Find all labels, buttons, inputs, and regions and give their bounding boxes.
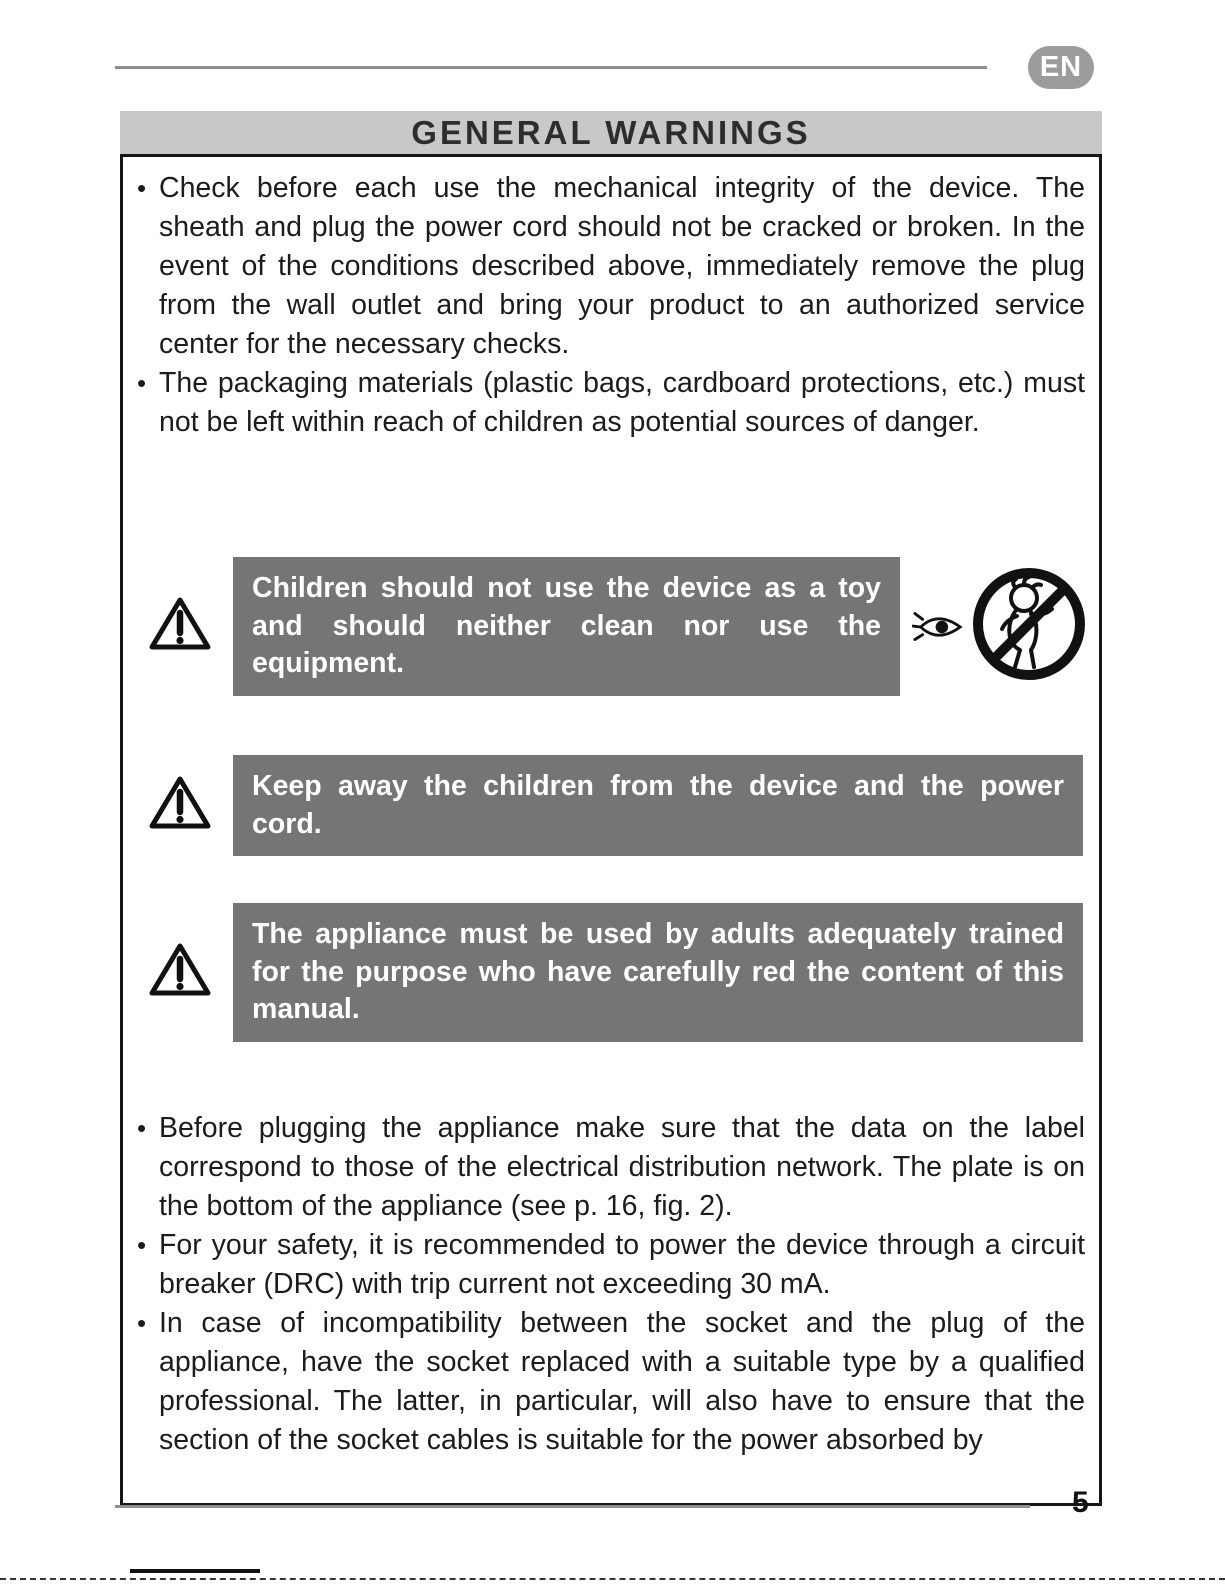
bullet-marker: •: [137, 1230, 147, 1260]
language-badge-label: EN: [1039, 51, 1083, 83]
top-bullet-list: [123, 169, 1099, 442]
bullet-text: For your safety, it is recommended to power the device through a circuit breaker (DRC) with trip current not exceeding 30 mA.: [159, 1229, 1085, 1300]
list-item: [123, 169, 1085, 364]
bullet-marker: •: [137, 173, 147, 203]
list-item: [123, 1304, 1085, 1460]
page-number: 5: [1072, 1486, 1089, 1519]
warnings-content-box: [120, 154, 1102, 1506]
warning-triangle-icon: [149, 775, 211, 836]
bullet-text: Before plugging the appliance make sure that the data on the label correspond to those of the electrical distribution network. The plate is on the bottom of the appliance (see p. 16, fig. 2).: [159, 1112, 1085, 1222]
no-children-prohibition-icon: [968, 563, 1090, 690]
bullet-marker: •: [137, 1113, 147, 1143]
bullet-marker: •: [137, 1308, 147, 1338]
bullet-marker: •: [137, 368, 147, 398]
section-header-bar: [120, 111, 1102, 154]
warning-row-adults-trained: [149, 903, 1083, 1042]
crop-mark-solid: [130, 1569, 260, 1573]
top-divider: [115, 66, 987, 69]
warning-box: Keep away the children from the device and the power cord.: [233, 755, 1083, 856]
page-title: GENERAL WARNINGS: [411, 113, 811, 151]
warning-box: The appliance must be used by adults adequately trained for the purpose who have carefully red the content of this manual.: [233, 903, 1083, 1042]
language-badge: [1028, 46, 1094, 89]
crop-mark-dashed: [0, 1578, 1225, 1580]
bullet-text: In case of incompatibility between the socket and the plug of the appliance, have the socket replaced with a suitable type by a qualified professional. The latter, in particular, will also have to ensure that the section of the socket cables is suitable for the power absorbed by: [159, 1307, 1085, 1456]
bottom-divider: [115, 1505, 1030, 1508]
warning-pictograms: [912, 563, 1090, 690]
list-item: [123, 364, 1085, 442]
list-item: [123, 1109, 1085, 1226]
warning-triangle-icon: [149, 942, 211, 1003]
list-item: [123, 1226, 1085, 1304]
warning-triangle-icon: [149, 596, 211, 657]
bullet-text: The packaging materials (plastic bags, cardboard protections, etc.) must not be left within reach of children as potential sources of danger.: [159, 367, 1085, 438]
bottom-bullet-list: [123, 1109, 1099, 1460]
warning-row-children-toy: [149, 557, 1090, 696]
bullet-text: Check before each use the mechanical integrity of the device. The sheath and plug the power cord should not be cracked or broken. In the event of the conditions described above, immediately remove the plug from the wall outlet and bring your product to an authorized service center for the necessary checks.: [159, 172, 1085, 360]
supervision-eye-icon: [912, 606, 964, 653]
warning-box: Children should not use the device as a toy and should neither clean nor use the equipment.: [233, 557, 900, 696]
warning-row-keep-away: [149, 755, 1083, 856]
